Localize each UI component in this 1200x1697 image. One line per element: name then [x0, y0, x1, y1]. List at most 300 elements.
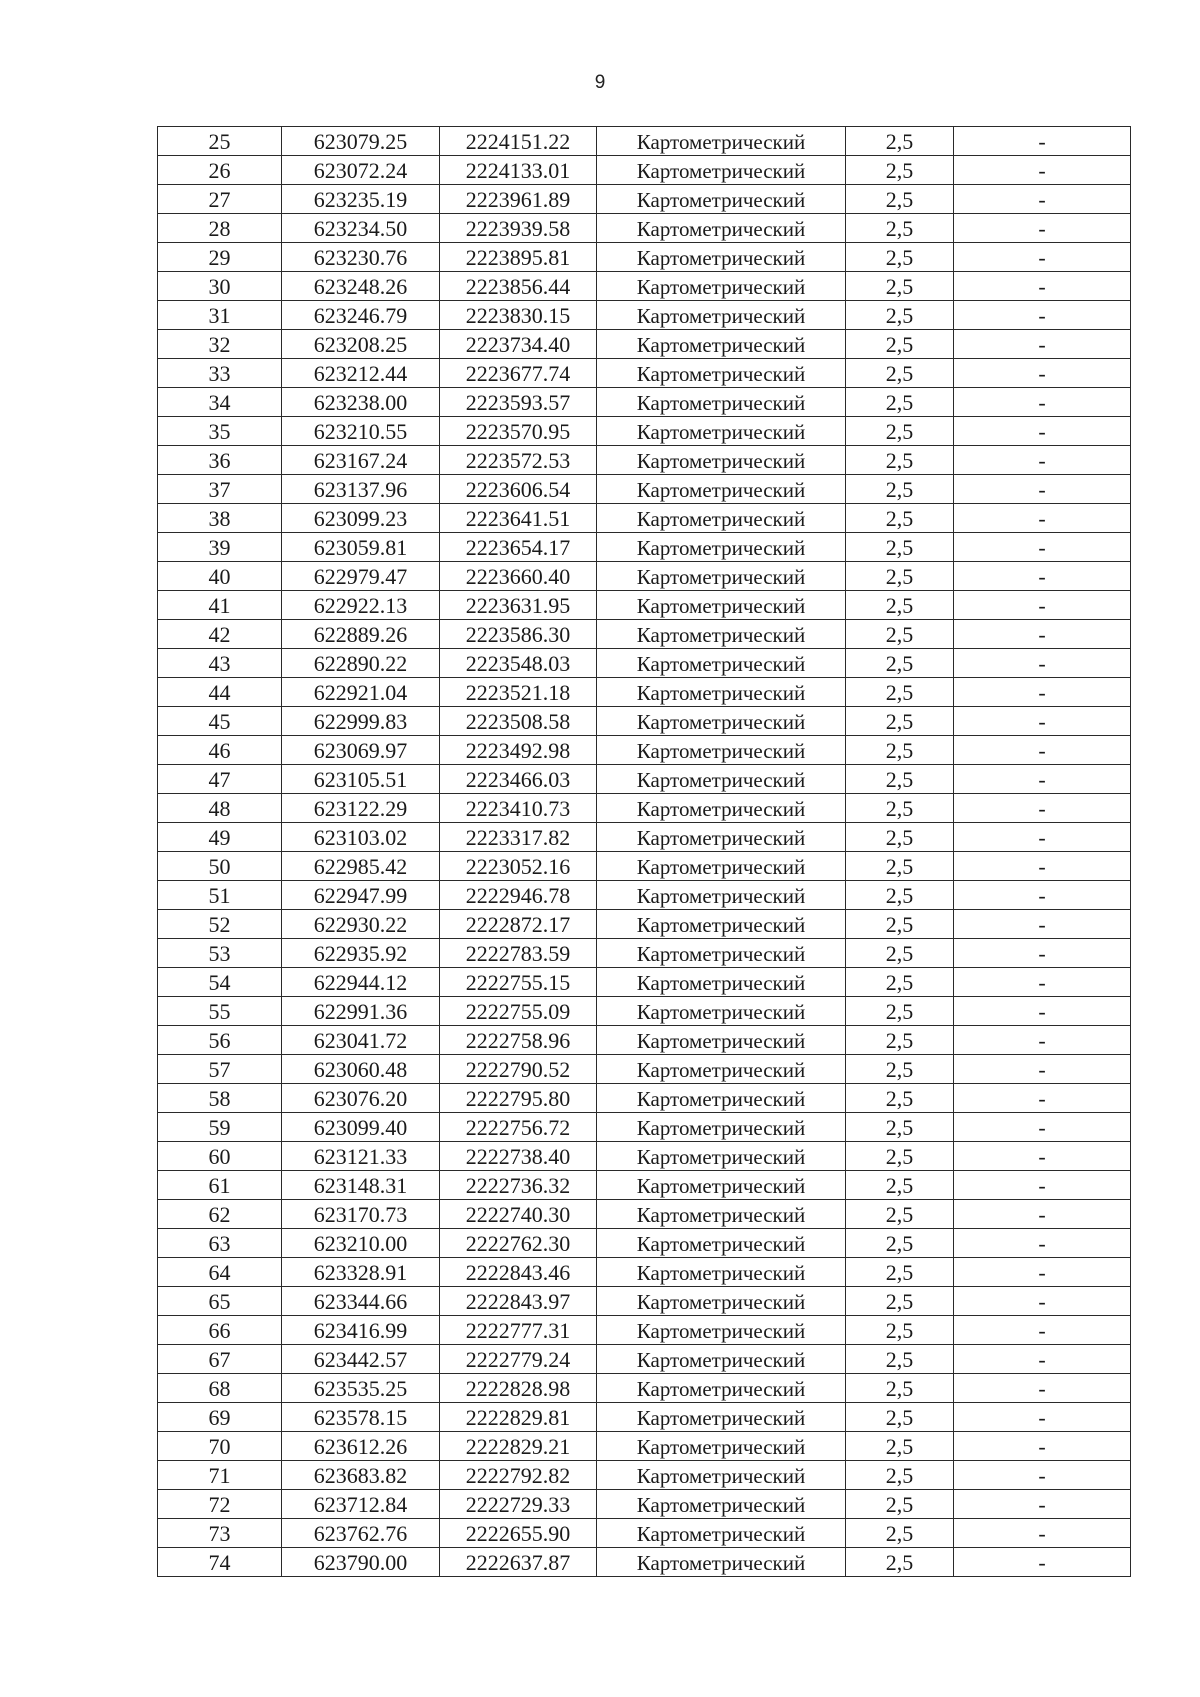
description-cell: - [954, 678, 1131, 707]
x-coordinate-cell: 622922.13 [282, 591, 440, 620]
y-coordinate-cell: 2222729.33 [440, 1490, 597, 1519]
description-cell: - [954, 1345, 1131, 1374]
point-number-cell: 57 [158, 1055, 282, 1084]
point-number-cell: 37 [158, 475, 282, 504]
x-coordinate-cell: 622944.12 [282, 968, 440, 997]
description-cell: - [954, 1461, 1131, 1490]
table-row [158, 1403, 1131, 1432]
point-number-cell: 63 [158, 1229, 282, 1258]
point-number-cell: 54 [158, 968, 282, 997]
y-coordinate-cell: 2222740.30 [440, 1200, 597, 1229]
x-coordinate-cell: 623099.23 [282, 504, 440, 533]
point-number-cell: 40 [158, 562, 282, 591]
table-row [158, 446, 1131, 475]
table-row [158, 533, 1131, 562]
accuracy-cell: 2,5 [846, 968, 954, 997]
method-cell: Картометрический [597, 562, 846, 591]
y-coordinate-cell: 2222872.17 [440, 910, 597, 939]
method-cell: Картометрический [597, 1490, 846, 1519]
y-coordinate-cell: 2223410.73 [440, 794, 597, 823]
x-coordinate-cell: 623328.91 [282, 1258, 440, 1287]
y-coordinate-cell: 2223466.03 [440, 765, 597, 794]
method-cell: Картометрический [597, 1548, 846, 1577]
x-coordinate-cell: 623535.25 [282, 1374, 440, 1403]
y-coordinate-cell: 2224133.01 [440, 156, 597, 185]
accuracy-cell: 2,5 [846, 1403, 954, 1432]
y-coordinate-cell: 2223856.44 [440, 272, 597, 301]
accuracy-cell: 2,5 [846, 388, 954, 417]
x-coordinate-cell: 623683.82 [282, 1461, 440, 1490]
method-cell: Картометрический [597, 1403, 846, 1432]
page-number: 9 [594, 72, 606, 93]
table-row [158, 272, 1131, 301]
description-cell: - [954, 1258, 1131, 1287]
method-cell: Картометрический [597, 446, 846, 475]
description-cell: - [954, 359, 1131, 388]
y-coordinate-cell: 2222829.21 [440, 1432, 597, 1461]
point-number-cell: 34 [158, 388, 282, 417]
table-row [158, 1258, 1131, 1287]
table-row [158, 707, 1131, 736]
point-number-cell: 27 [158, 185, 282, 214]
accuracy-cell: 2,5 [846, 127, 954, 156]
description-cell: - [954, 649, 1131, 678]
method-cell: Картометрический [597, 997, 846, 1026]
point-number-cell: 74 [158, 1548, 282, 1577]
description-cell: - [954, 1142, 1131, 1171]
table-row [158, 1374, 1131, 1403]
x-coordinate-cell: 623212.44 [282, 359, 440, 388]
y-coordinate-cell: 2222843.97 [440, 1287, 597, 1316]
description-cell: - [954, 417, 1131, 446]
point-number-cell: 32 [158, 330, 282, 359]
x-coordinate-cell: 622890.22 [282, 649, 440, 678]
y-coordinate-cell: 2222790.52 [440, 1055, 597, 1084]
point-number-cell: 69 [158, 1403, 282, 1432]
table-row [158, 1113, 1131, 1142]
description-cell: - [954, 1084, 1131, 1113]
x-coordinate-cell: 623762.76 [282, 1519, 440, 1548]
description-cell: - [954, 1171, 1131, 1200]
accuracy-cell: 2,5 [846, 852, 954, 881]
x-coordinate-cell: 622985.42 [282, 852, 440, 881]
x-coordinate-cell: 623442.57 [282, 1345, 440, 1374]
description-cell: - [954, 1287, 1131, 1316]
table-row [158, 910, 1131, 939]
accuracy-cell: 2,5 [846, 1316, 954, 1345]
table-row [158, 823, 1131, 852]
x-coordinate-cell: 623248.26 [282, 272, 440, 301]
method-cell: Картометрический [597, 1258, 846, 1287]
table-row [158, 1084, 1131, 1113]
method-cell: Картометрический [597, 504, 846, 533]
accuracy-cell: 2,5 [846, 823, 954, 852]
method-cell: Картометрический [597, 1374, 846, 1403]
table-row [158, 127, 1131, 156]
point-number-cell: 26 [158, 156, 282, 185]
table-row [158, 1200, 1131, 1229]
accuracy-cell: 2,5 [846, 1461, 954, 1490]
y-coordinate-cell: 2222829.81 [440, 1403, 597, 1432]
accuracy-cell: 2,5 [846, 1490, 954, 1519]
accuracy-cell: 2,5 [846, 649, 954, 678]
y-coordinate-cell: 2223961.89 [440, 185, 597, 214]
point-number-cell: 39 [158, 533, 282, 562]
table-row [158, 1461, 1131, 1490]
description-cell: - [954, 1403, 1131, 1432]
y-coordinate-cell: 2223593.57 [440, 388, 597, 417]
x-coordinate-cell: 622930.22 [282, 910, 440, 939]
method-cell: Картометрический [597, 1316, 846, 1345]
point-number-cell: 51 [158, 881, 282, 910]
point-number-cell: 47 [158, 765, 282, 794]
accuracy-cell: 2,5 [846, 1084, 954, 1113]
y-coordinate-cell: 2222762.30 [440, 1229, 597, 1258]
method-cell: Картометрический [597, 1055, 846, 1084]
x-coordinate-cell: 622935.92 [282, 939, 440, 968]
description-cell: - [954, 620, 1131, 649]
accuracy-cell: 2,5 [846, 272, 954, 301]
x-coordinate-cell: 623238.00 [282, 388, 440, 417]
table-row [158, 765, 1131, 794]
point-number-cell: 60 [158, 1142, 282, 1171]
x-coordinate-cell: 622991.36 [282, 997, 440, 1026]
description-cell: - [954, 707, 1131, 736]
table-row [158, 1055, 1131, 1084]
point-number-cell: 45 [158, 707, 282, 736]
description-cell: - [954, 1374, 1131, 1403]
description-cell: - [954, 1113, 1131, 1142]
point-number-cell: 28 [158, 214, 282, 243]
description-cell: - [954, 881, 1131, 910]
point-number-cell: 56 [158, 1026, 282, 1055]
method-cell: Картометрический [597, 330, 846, 359]
table-row [158, 359, 1131, 388]
description-cell: - [954, 446, 1131, 475]
table-row [158, 330, 1131, 359]
x-coordinate-cell: 623235.19 [282, 185, 440, 214]
table-row [158, 562, 1131, 591]
x-coordinate-cell: 623076.20 [282, 1084, 440, 1113]
point-number-cell: 43 [158, 649, 282, 678]
x-coordinate-cell: 623167.24 [282, 446, 440, 475]
accuracy-cell: 2,5 [846, 330, 954, 359]
method-cell: Картометрический [597, 591, 846, 620]
method-cell: Картометрический [597, 1171, 846, 1200]
point-number-cell: 48 [158, 794, 282, 823]
y-coordinate-cell: 2222779.24 [440, 1345, 597, 1374]
method-cell: Картометрический [597, 968, 846, 997]
accuracy-cell: 2,5 [846, 1200, 954, 1229]
method-cell: Картометрический [597, 823, 846, 852]
y-coordinate-cell: 2223317.82 [440, 823, 597, 852]
method-cell: Картометрический [597, 881, 846, 910]
method-cell: Картометрический [597, 475, 846, 504]
table-row [158, 1548, 1131, 1577]
coordinates-table-body [158, 127, 1131, 1577]
method-cell: Картометрический [597, 272, 846, 301]
point-number-cell: 67 [158, 1345, 282, 1374]
y-coordinate-cell: 2223641.51 [440, 504, 597, 533]
accuracy-cell: 2,5 [846, 1519, 954, 1548]
table-row [158, 852, 1131, 881]
accuracy-cell: 2,5 [846, 997, 954, 1026]
method-cell: Картометрический [597, 1345, 846, 1374]
accuracy-cell: 2,5 [846, 504, 954, 533]
accuracy-cell: 2,5 [846, 1026, 954, 1055]
x-coordinate-cell: 623170.73 [282, 1200, 440, 1229]
table-row [158, 736, 1131, 765]
point-number-cell: 52 [158, 910, 282, 939]
point-number-cell: 35 [158, 417, 282, 446]
point-number-cell: 58 [158, 1084, 282, 1113]
description-cell: - [954, 852, 1131, 881]
x-coordinate-cell: 623208.25 [282, 330, 440, 359]
table-row [158, 185, 1131, 214]
accuracy-cell: 2,5 [846, 620, 954, 649]
accuracy-cell: 2,5 [846, 1345, 954, 1374]
y-coordinate-cell: 2223660.40 [440, 562, 597, 591]
y-coordinate-cell: 2222637.87 [440, 1548, 597, 1577]
description-cell: - [954, 823, 1131, 852]
method-cell: Картометрический [597, 1287, 846, 1316]
point-number-cell: 30 [158, 272, 282, 301]
table-row [158, 997, 1131, 1026]
table-row [158, 794, 1131, 823]
point-number-cell: 36 [158, 446, 282, 475]
description-cell: - [954, 330, 1131, 359]
table-row [158, 1026, 1131, 1055]
x-coordinate-cell: 623246.79 [282, 301, 440, 330]
y-coordinate-cell: 2222777.31 [440, 1316, 597, 1345]
x-coordinate-cell: 623122.29 [282, 794, 440, 823]
x-coordinate-cell: 623234.50 [282, 214, 440, 243]
y-coordinate-cell: 2222738.40 [440, 1142, 597, 1171]
y-coordinate-cell: 2222795.80 [440, 1084, 597, 1113]
y-coordinate-cell: 2222736.32 [440, 1171, 597, 1200]
x-coordinate-cell: 623148.31 [282, 1171, 440, 1200]
method-cell: Картометрический [597, 1200, 846, 1229]
table-row [158, 1142, 1131, 1171]
point-number-cell: 31 [158, 301, 282, 330]
method-cell: Картометрический [597, 910, 846, 939]
x-coordinate-cell: 623069.97 [282, 736, 440, 765]
method-cell: Картометрический [597, 417, 846, 446]
description-cell: - [954, 301, 1131, 330]
y-coordinate-cell: 2222756.72 [440, 1113, 597, 1142]
accuracy-cell: 2,5 [846, 736, 954, 765]
y-coordinate-cell: 2223570.95 [440, 417, 597, 446]
accuracy-cell: 2,5 [846, 1171, 954, 1200]
description-cell: - [954, 1316, 1131, 1345]
description-cell: - [954, 1519, 1131, 1548]
accuracy-cell: 2,5 [846, 1287, 954, 1316]
point-number-cell: 33 [158, 359, 282, 388]
description-cell: - [954, 1200, 1131, 1229]
y-coordinate-cell: 2223492.98 [440, 736, 597, 765]
table-row [158, 243, 1131, 272]
accuracy-cell: 2,5 [846, 939, 954, 968]
method-cell: Картометрический [597, 156, 846, 185]
y-coordinate-cell: 2223734.40 [440, 330, 597, 359]
x-coordinate-cell: 623210.55 [282, 417, 440, 446]
table-row [158, 678, 1131, 707]
point-number-cell: 68 [158, 1374, 282, 1403]
method-cell: Картометрический [597, 214, 846, 243]
description-cell: - [954, 1026, 1131, 1055]
method-cell: Картометрический [597, 1026, 846, 1055]
description-cell: - [954, 272, 1131, 301]
y-coordinate-cell: 2222783.59 [440, 939, 597, 968]
x-coordinate-cell: 623137.96 [282, 475, 440, 504]
accuracy-cell: 2,5 [846, 1055, 954, 1084]
y-coordinate-cell: 2223895.81 [440, 243, 597, 272]
y-coordinate-cell: 2222758.96 [440, 1026, 597, 1055]
description-cell: - [954, 1055, 1131, 1084]
method-cell: Картометрический [597, 736, 846, 765]
accuracy-cell: 2,5 [846, 417, 954, 446]
table-row [158, 1519, 1131, 1548]
y-coordinate-cell: 2223586.30 [440, 620, 597, 649]
y-coordinate-cell: 2222655.90 [440, 1519, 597, 1548]
table-row [158, 968, 1131, 997]
method-cell: Картометрический [597, 127, 846, 156]
point-number-cell: 42 [158, 620, 282, 649]
table-row [158, 475, 1131, 504]
description-cell: - [954, 243, 1131, 272]
x-coordinate-cell: 623072.24 [282, 156, 440, 185]
accuracy-cell: 2,5 [846, 591, 954, 620]
point-number-cell: 29 [158, 243, 282, 272]
description-cell: - [954, 533, 1131, 562]
point-number-cell: 71 [158, 1461, 282, 1490]
point-number-cell: 41 [158, 591, 282, 620]
table-row [158, 591, 1131, 620]
description-cell: - [954, 1548, 1131, 1577]
y-coordinate-cell: 2223654.17 [440, 533, 597, 562]
accuracy-cell: 2,5 [846, 1548, 954, 1577]
x-coordinate-cell: 623059.81 [282, 533, 440, 562]
accuracy-cell: 2,5 [846, 1142, 954, 1171]
method-cell: Картометрический [597, 388, 846, 417]
x-coordinate-cell: 623230.76 [282, 243, 440, 272]
description-cell: - [954, 736, 1131, 765]
method-cell: Картометрический [597, 359, 846, 388]
accuracy-cell: 2,5 [846, 678, 954, 707]
y-coordinate-cell: 2223572.53 [440, 446, 597, 475]
x-coordinate-cell: 622889.26 [282, 620, 440, 649]
accuracy-cell: 2,5 [846, 1432, 954, 1461]
y-coordinate-cell: 2222946.78 [440, 881, 597, 910]
table-row [158, 1316, 1131, 1345]
method-cell: Картометрический [597, 707, 846, 736]
y-coordinate-cell: 2223521.18 [440, 678, 597, 707]
point-number-cell: 38 [158, 504, 282, 533]
accuracy-cell: 2,5 [846, 910, 954, 939]
description-cell: - [954, 1490, 1131, 1519]
accuracy-cell: 2,5 [846, 214, 954, 243]
method-cell: Картометрический [597, 243, 846, 272]
point-number-cell: 61 [158, 1171, 282, 1200]
description-cell: - [954, 910, 1131, 939]
point-number-cell: 73 [158, 1519, 282, 1548]
accuracy-cell: 2,5 [846, 446, 954, 475]
accuracy-cell: 2,5 [846, 1258, 954, 1287]
accuracy-cell: 2,5 [846, 156, 954, 185]
method-cell: Картометрический [597, 852, 846, 881]
y-coordinate-cell: 2222755.15 [440, 968, 597, 997]
y-coordinate-cell: 2223548.03 [440, 649, 597, 678]
method-cell: Картометрический [597, 1142, 846, 1171]
table-row [158, 417, 1131, 446]
point-number-cell: 72 [158, 1490, 282, 1519]
description-cell: - [954, 214, 1131, 243]
description-cell: - [954, 388, 1131, 417]
x-coordinate-cell: 623612.26 [282, 1432, 440, 1461]
accuracy-cell: 2,5 [846, 881, 954, 910]
x-coordinate-cell: 622999.83 [282, 707, 440, 736]
method-cell: Картометрический [597, 620, 846, 649]
y-coordinate-cell: 2222843.46 [440, 1258, 597, 1287]
description-cell: - [954, 1432, 1131, 1461]
x-coordinate-cell: 623712.84 [282, 1490, 440, 1519]
table-row [158, 156, 1131, 185]
table-row [158, 388, 1131, 417]
description-cell: - [954, 591, 1131, 620]
method-cell: Картометрический [597, 1461, 846, 1490]
y-coordinate-cell: 2223830.15 [440, 301, 597, 330]
table-row [158, 214, 1131, 243]
x-coordinate-cell: 623041.72 [282, 1026, 440, 1055]
description-cell: - [954, 997, 1131, 1026]
description-cell: - [954, 939, 1131, 968]
accuracy-cell: 2,5 [846, 533, 954, 562]
point-number-cell: 50 [158, 852, 282, 881]
y-coordinate-cell: 2223508.58 [440, 707, 597, 736]
point-number-cell: 49 [158, 823, 282, 852]
x-coordinate-cell: 623578.15 [282, 1403, 440, 1432]
point-number-cell: 64 [158, 1258, 282, 1287]
point-number-cell: 53 [158, 939, 282, 968]
x-coordinate-cell: 623210.00 [282, 1229, 440, 1258]
table-row [158, 881, 1131, 910]
method-cell: Картометрический [597, 1432, 846, 1461]
x-coordinate-cell: 622947.99 [282, 881, 440, 910]
x-coordinate-cell: 622921.04 [282, 678, 440, 707]
accuracy-cell: 2,5 [846, 1374, 954, 1403]
x-coordinate-cell: 622979.47 [282, 562, 440, 591]
table-row [158, 620, 1131, 649]
point-number-cell: 66 [158, 1316, 282, 1345]
point-number-cell: 65 [158, 1287, 282, 1316]
description-cell: - [954, 504, 1131, 533]
y-coordinate-cell: 2223631.95 [440, 591, 597, 620]
table-row [158, 1345, 1131, 1374]
point-number-cell: 44 [158, 678, 282, 707]
method-cell: Картометрический [597, 649, 846, 678]
table-row [158, 301, 1131, 330]
y-coordinate-cell: 2223939.58 [440, 214, 597, 243]
coordinates-table [157, 126, 1131, 1577]
method-cell: Картометрический [597, 1084, 846, 1113]
description-cell: - [954, 562, 1131, 591]
method-cell: Картометрический [597, 301, 846, 330]
x-coordinate-cell: 623790.00 [282, 1548, 440, 1577]
x-coordinate-cell: 623344.66 [282, 1287, 440, 1316]
method-cell: Картометрический [597, 939, 846, 968]
description-cell: - [954, 1229, 1131, 1258]
description-cell: - [954, 156, 1131, 185]
